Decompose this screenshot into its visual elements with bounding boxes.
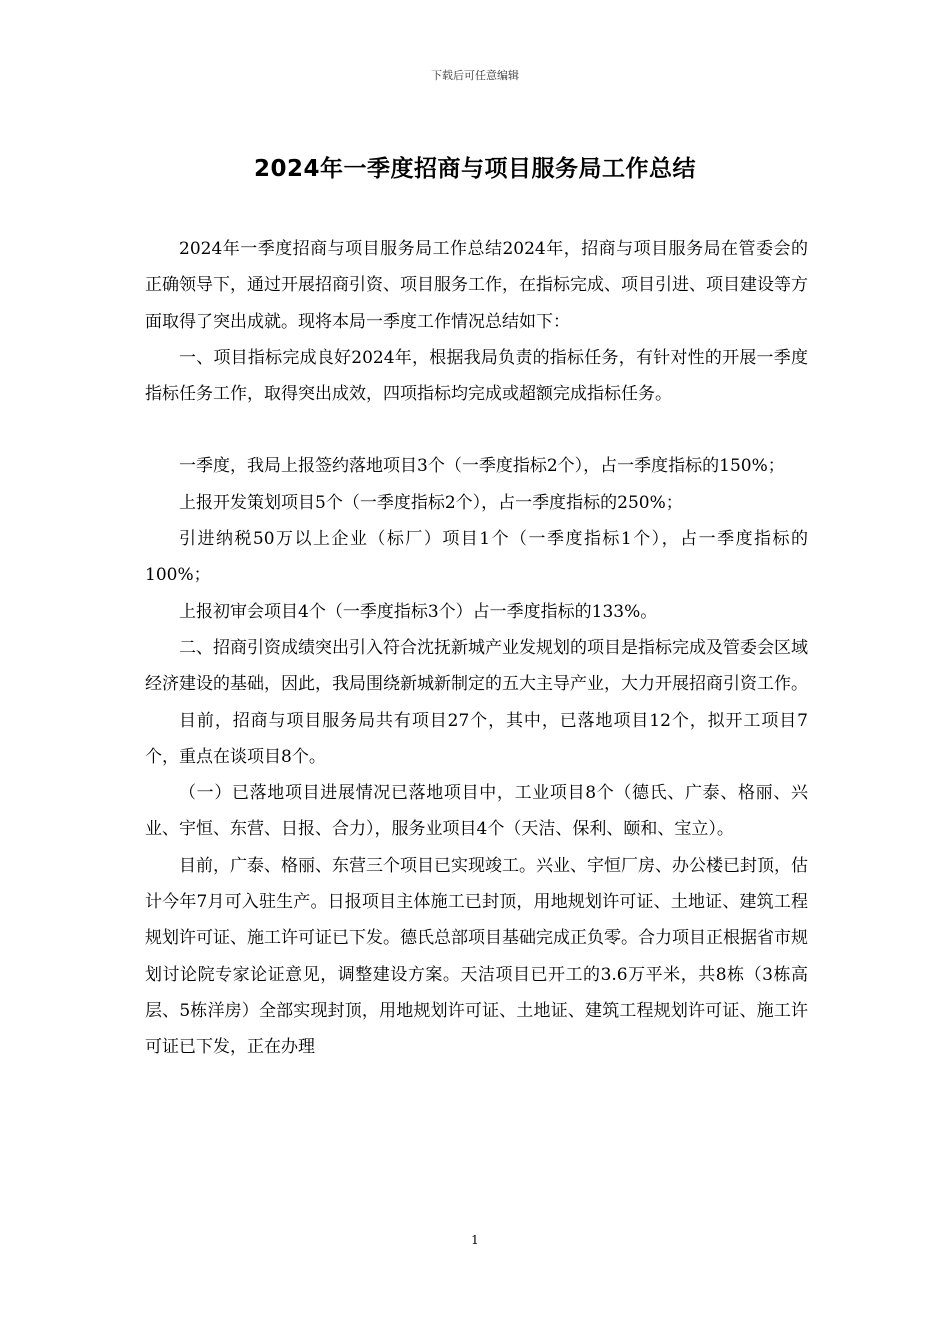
page-number: 1 bbox=[471, 1233, 479, 1247]
paragraph-spacer bbox=[145, 412, 808, 448]
body-paragraph: 一季度，我局上报签约落地项目3个（一季度指标2个），占一季度指标的150%； bbox=[179, 456, 785, 477]
body-paragraph: 引进纳税50万以上企业（标厂）项目1个（一季度指标1个），占一季度指标的100%； bbox=[145, 529, 808, 586]
body-paragraph: 2024年一季度招商与项目服务局工作总结2024年，招商与项目服务局在管委会的正确领导下，通过开展招商引资、项目服务工作，在指标完成、项目引进、项目建设等方面取得了突出成就。现将本局一季度工作情况总结如下： bbox=[145, 239, 808, 332]
document-body bbox=[145, 231, 808, 1066]
document-title: 2024年一季度招商与项目服务局工作总结 bbox=[253, 156, 696, 182]
body-paragraph: 目前，广泰、格丽、东营三个项目已实现竣工。兴业、宇恒厂房、办公楼已封顶，估计今年7月可入驻生产。日报项目主体施工已封顶，用地规划许可证、土地证、建筑工程规划许可证、施工许可证已下发。德氏总部项目基础完成正负零。合力项目正根据省市规划讨论院专家论证意见，调整建设方案。天洁项目已开工的3.6万平米，共8栋（3栋高层、5栋洋房）全部实现封顶，用地规划许可证、土地证、建筑工程规划许可证、施工许可证已下发，正在办理 bbox=[145, 855, 808, 1058]
body-paragraph: 目前，招商与项目服务局共有项目27个，其中，已落地项目12个，拟开工项目7个，重点在谈项目8个。 bbox=[145, 710, 808, 767]
body-paragraph: （一）已落地项目进展情况已落地项目中，工业项目8个（德氏、广泰、格丽、兴业、宇恒、东营、日报、合力），服务业项目4个（天洁、保利、颐和、宝立）。 bbox=[145, 783, 808, 840]
page-header-note: 下载后可任意编辑 bbox=[431, 69, 519, 82]
body-paragraph: 二、招商引资成绩突出引入符合沈抚新城产业发规划的项目是指标完成及管委会区域经济建设的基础，因此，我局围绕新城新制定的五大主导产业，大力开展招商引资工作。 bbox=[145, 637, 808, 695]
body-paragraph: 上报初审会项目4个（一季度指标3个）占一季度指标的133%。 bbox=[179, 601, 658, 622]
body-paragraph: 上报开发策划项目5个（一季度指标2个），占一季度指标的250%； bbox=[179, 492, 683, 513]
body-paragraph: 一、项目指标完成良好2024年，根据我局负责的指标任务，有针对性的开展一季度指标任务工作，取得突出成效，四项指标均完成或超额完成指标任务。 bbox=[145, 347, 808, 405]
